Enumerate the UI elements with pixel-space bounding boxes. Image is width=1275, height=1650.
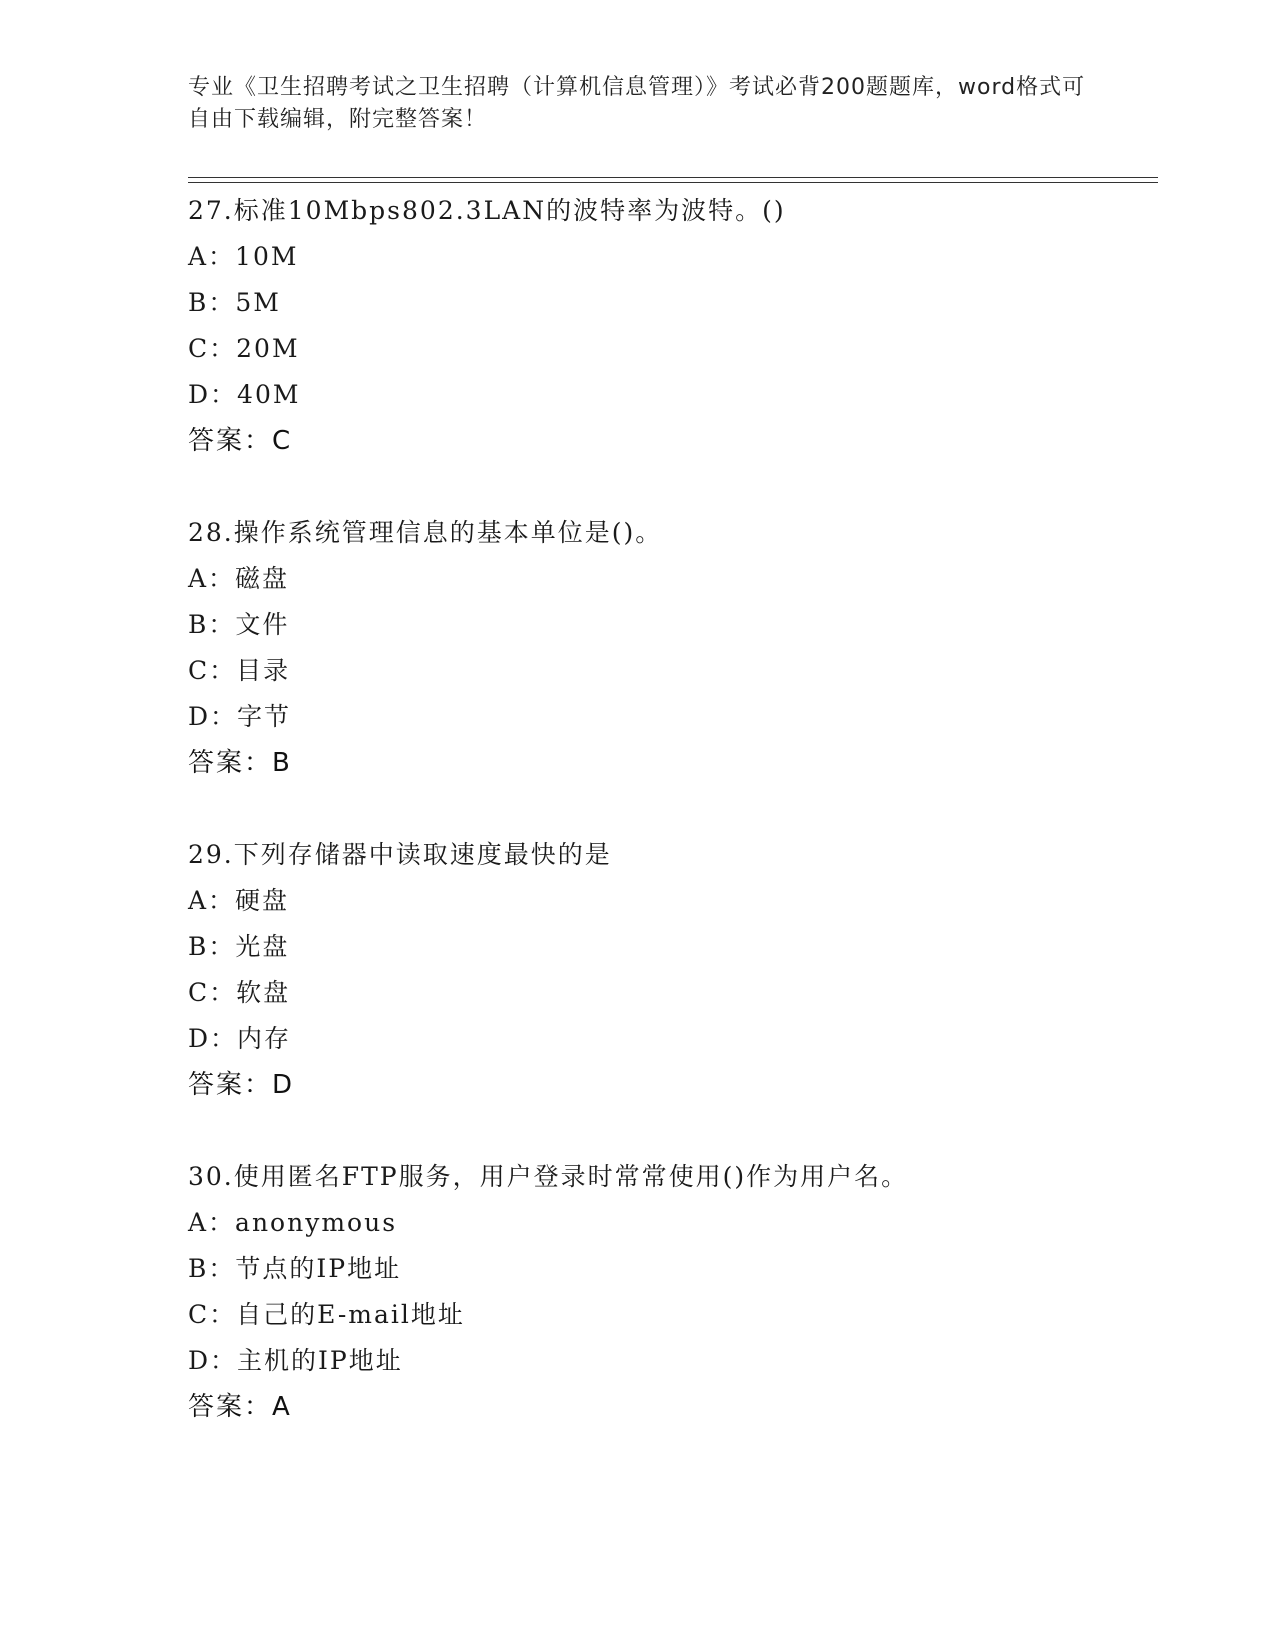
question-list xyxy=(188,191,1148,1433)
option-d: D：字节 xyxy=(188,702,292,731)
option-c: C：软盘 xyxy=(188,978,291,1007)
option-d: D：主机的IP地址 xyxy=(188,1346,403,1375)
option-a: A：磁盘 xyxy=(188,564,290,593)
header-divider-top xyxy=(188,177,1158,178)
answer-text: 答案：B xyxy=(188,748,292,778)
answer-text: 答案：D xyxy=(188,1070,295,1100)
question-stem: 28.操作系统管理信息的基本单位是()。 xyxy=(188,518,663,547)
option-a: A：硬盘 xyxy=(188,886,290,915)
option-c: C：自己的E-mail地址 xyxy=(188,1300,465,1329)
option-b: B：光盘 xyxy=(188,932,290,961)
question-stem: 30.使用匿名FTP服务，用户登录时常常使用()作为用户名。 xyxy=(188,1162,909,1191)
option-b: B：节点的IP地址 xyxy=(188,1254,402,1283)
question-30 xyxy=(188,1157,1148,1433)
option-a: A：anonymous xyxy=(188,1208,398,1237)
option-b: B：5M xyxy=(188,288,281,317)
answer-text: 答案：A xyxy=(188,1392,292,1422)
question-stem: 29.下列存储器中读取速度最快的是 xyxy=(188,840,612,869)
option-a: A：10M xyxy=(188,242,299,271)
header-divider-bottom xyxy=(188,182,1158,183)
option-b: B：文件 xyxy=(188,610,290,639)
option-d: D：内存 xyxy=(188,1024,292,1053)
option-d: D：40M xyxy=(188,380,301,409)
option-c: C：目录 xyxy=(188,656,291,685)
question-28 xyxy=(188,513,1148,789)
document-intro: 专业《卫生招聘考试之卫生招聘（计算机信息管理）》考试必背200题题库，word格式可自由下载编辑，附完整答案！ xyxy=(188,75,1086,132)
question-stem: 27.标准10Mbps802.3LAN的波特率为波特。() xyxy=(188,196,786,225)
question-27 xyxy=(188,191,1148,467)
option-c: C：20M xyxy=(188,334,300,363)
answer-text: 答案：C xyxy=(188,426,293,456)
question-29 xyxy=(188,835,1148,1111)
